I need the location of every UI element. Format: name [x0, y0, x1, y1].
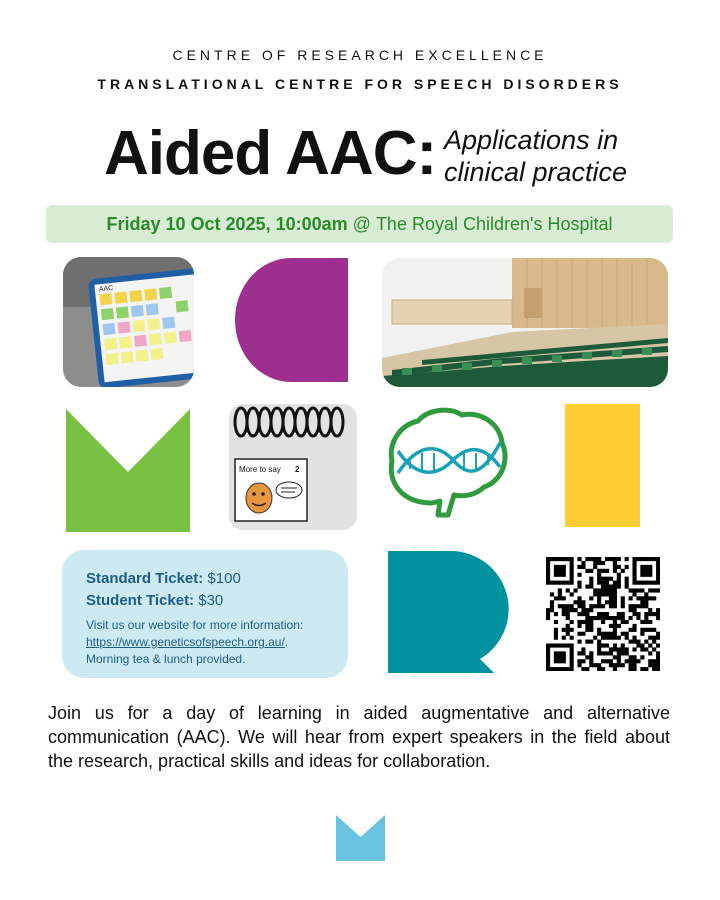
standard-ticket-label: Standard Ticket:: [86, 570, 204, 587]
subtitle-line-2: clinical practice: [444, 157, 628, 187]
ticket-info-card: [62, 550, 348, 678]
student-ticket-price: $30: [194, 592, 224, 609]
lecture-hall-photo: [382, 258, 668, 387]
communication-book-photo: [229, 404, 357, 530]
event-description: Join us for a day of learning in aided augmentative and alternative communication (AAC). We will hear from expert speakers in the field about the research, practical skills and ideas for collaboration.: [48, 703, 670, 771]
qr-code[interactable]: [546, 557, 660, 671]
catering-note: Morning tea & lunch provided.: [86, 652, 246, 666]
subtitle-line-1: Applications in: [444, 125, 619, 155]
standard-ticket-price: $100: [203, 570, 241, 587]
website-info: [86, 617, 326, 668]
org-line-1: CENTRE OF RESEARCH EXCELLENCE: [172, 47, 548, 63]
website-link[interactable]: https://www.geneticsofspeech.org.au/: [86, 635, 285, 649]
event-venue: The Royal Children's Hospital: [375, 213, 613, 234]
page-subtitle: [444, 124, 627, 188]
book-page-number: 2: [295, 465, 300, 474]
yellow-rectangle: [565, 404, 640, 527]
book-page-label: More to say: [239, 465, 281, 474]
brain-dna-icon: [384, 403, 512, 527]
purple-d-shape: [235, 258, 349, 382]
event-at-sign: @: [347, 213, 376, 234]
event-date-time: Friday 10 Oct 2025, 10:00am: [106, 213, 348, 234]
website-prefix: Visit us our website for more information:: [86, 618, 304, 632]
aac-tablet-photo: [63, 257, 194, 387]
page-title: Aided AAC:: [104, 119, 437, 188]
footer-logo-icon: [336, 815, 385, 861]
standard-ticket: [86, 568, 326, 590]
event-date-banner: [46, 205, 673, 243]
org-line-2: TRANSLATIONAL CENTRE FOR SPEECH DISORDERS: [97, 76, 623, 92]
tablet-screen-label: AAC: [98, 284, 114, 294]
student-ticket-label: Student Ticket:: [86, 592, 195, 609]
teal-r-shape: [388, 551, 512, 673]
website-line: [86, 634, 326, 651]
student-ticket: [86, 590, 326, 612]
website-suffix: .: [284, 635, 289, 649]
green-m-shape: [66, 409, 190, 532]
